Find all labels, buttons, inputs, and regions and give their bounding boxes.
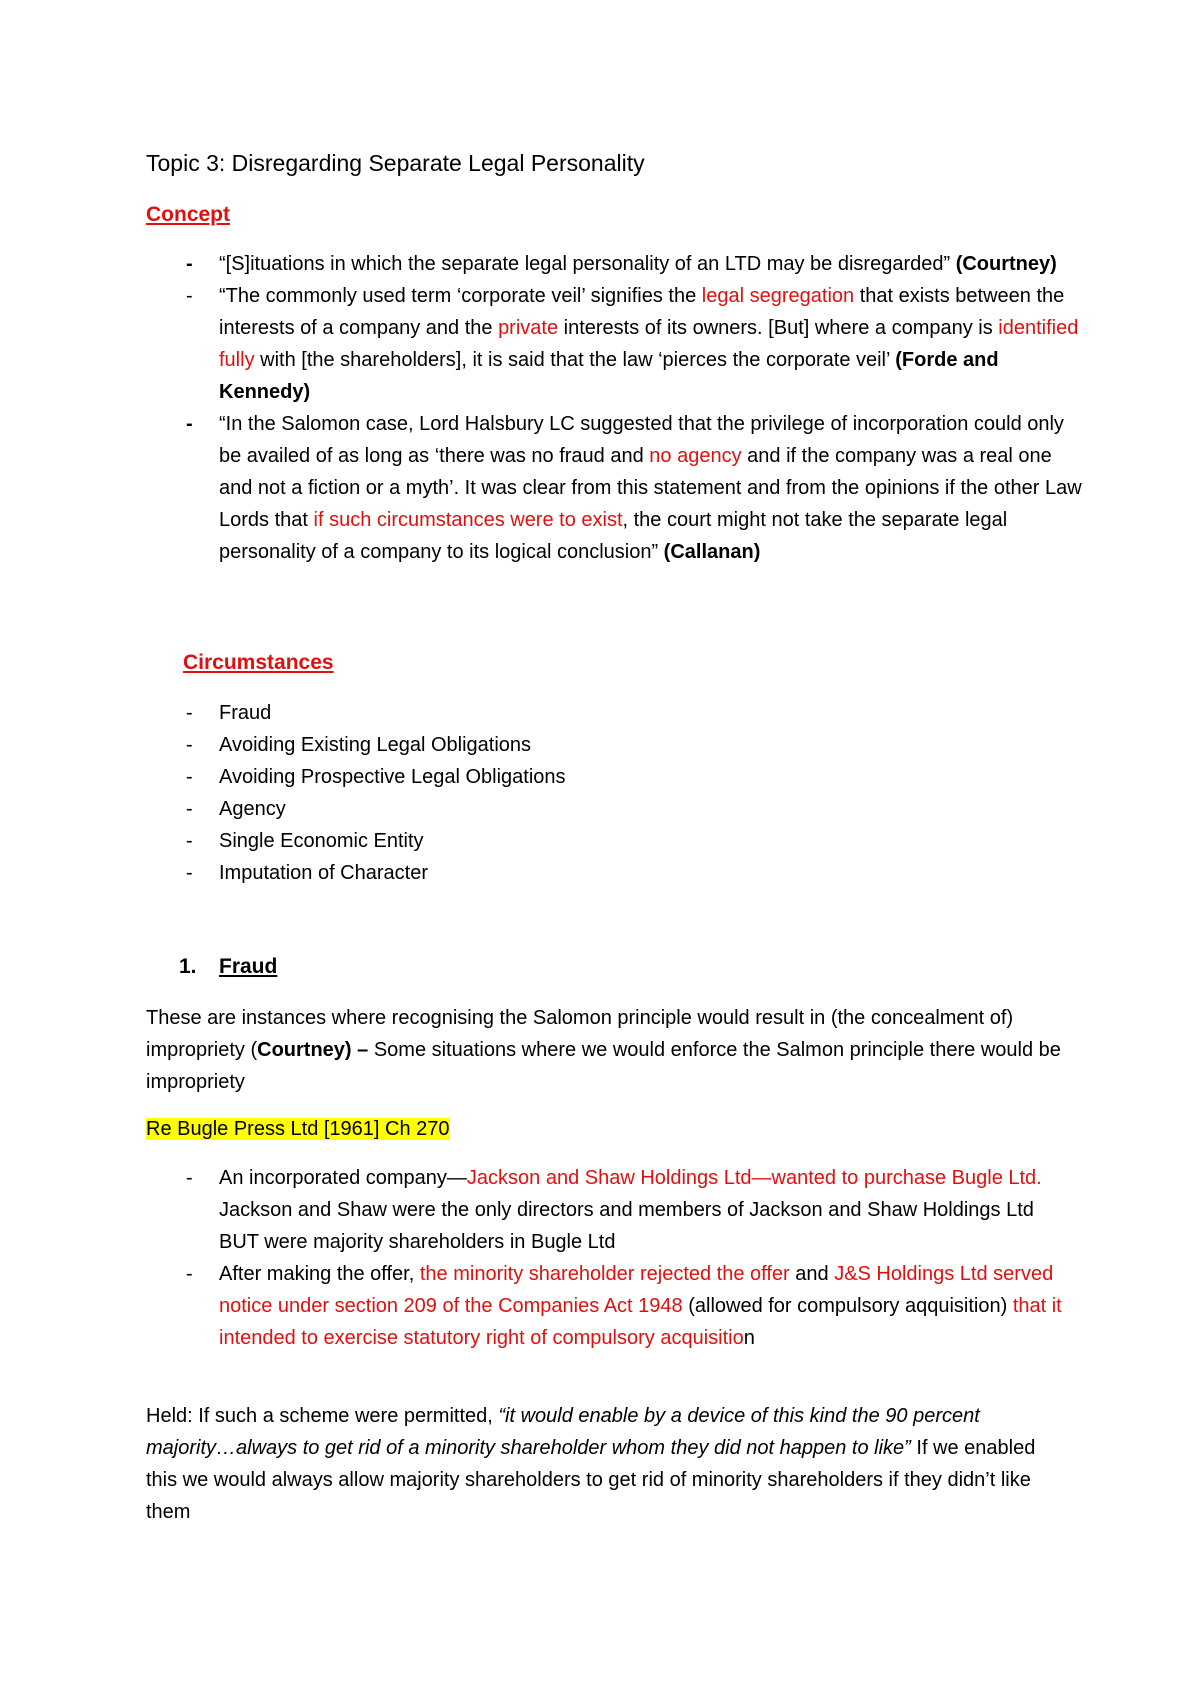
case-name: Re Bugle Press Ltd [1961] Ch 270 xyxy=(146,1118,450,1140)
held-quote: “it would enable by a device of this kind the 90 percent majority…always to get rid of a minority shareholder whom they did not happen to like” xyxy=(146,1405,980,1459)
held-paragraph: Held: If such a scheme were permitted, “it would enable by a device of this kind the 90 percent majority…always to get rid of a minority shareholder whom they did not happen to like” If we enabled this we would always allow majority shareholders to get rid of minority shareholders if they didn’t like them xyxy=(146,1405,1036,1523)
concept-item xyxy=(146,280,1086,408)
list-dash: - xyxy=(186,413,193,435)
quote-text: “The commonly used term ‘corporate veil’ signifies the xyxy=(219,285,702,307)
citation: (Courtney) xyxy=(955,253,1057,275)
circumstances-heading: Circumstances xyxy=(183,651,334,674)
citation: (Callanan) xyxy=(663,541,761,563)
concept-list xyxy=(146,248,1086,568)
citation: (Forde and Kennedy) xyxy=(219,349,999,403)
highlight-text: if such circumstances were to exist xyxy=(313,509,623,531)
quote-text: that exists between the interests of a company and the xyxy=(219,285,1065,339)
list-item: - After making the offer, the minority shareholder rejected the offer and J&S Holdings Ltd served notice under section 209 of the Companies Act 1948 (allowed for compulsory aqquisition) that it intended to exercise statutory right of compulsory acquisition xyxy=(186,1263,1062,1349)
quote-text: “In the Salomon case, Lord Halsbury LC suggested that the privilege of incorporation could only be availed of as long as ‘there was no fraud and xyxy=(219,413,1064,467)
concept-item xyxy=(146,408,1086,568)
highlight-text: identified fully xyxy=(219,317,1079,371)
quote-text: , the court might not take the separate legal personality of a company to its logical conclusion” xyxy=(219,509,1008,563)
quote-text: with [the shareholders], it is said that the law ‘pierces the corporate veil’ xyxy=(254,349,896,371)
list-dash: - xyxy=(186,253,193,275)
section-title: Fraud xyxy=(219,955,278,978)
list-dash: - xyxy=(186,285,193,307)
list-item: - Imputation of Character xyxy=(186,862,428,884)
list-item: - An incorporated company—Jackson and Shaw Holdings Ltd—wanted to purchase Bugle Ltd. Jackson and Shaw were the only directors and members of Jackson and Shaw Holdings Ltd BUT were majority shareholders in Bugle Ltd xyxy=(186,1167,1042,1253)
circumstances-list xyxy=(146,697,846,889)
concept-heading: Concept xyxy=(146,203,230,226)
quote-text: interests of its owners. [But] where a company is xyxy=(558,317,999,339)
case-points-list xyxy=(146,1162,1066,1354)
quote-text: “[S]ituations in which the separate legal personality of an LTD may be disregarded” xyxy=(219,253,951,275)
list-item: - Agency xyxy=(186,798,286,820)
concept-item xyxy=(146,248,1086,280)
list-item: - Fraud xyxy=(186,702,272,724)
highlight-text: private xyxy=(498,317,559,339)
list-item: - Avoiding Existing Legal Obligations xyxy=(186,734,532,756)
fraud-section-heading xyxy=(179,955,277,979)
fraud-intro: These are instances where recognising the Salomon principle would result in (the concealment of) impropriety (Courtney) – Some situations where we would enforce the Salmon principle there would be impropriety xyxy=(146,1007,1061,1093)
list-item: - Single Economic Entity xyxy=(186,830,424,852)
quote-text: and if the company was a real one and not a fiction or a myth’. It was clear from this statement and from the opinions if the other Law Lords that xyxy=(219,445,1082,531)
highlight-text: no agency xyxy=(649,445,742,467)
highlight-text: legal segregation xyxy=(701,285,855,307)
citation: Courtney) – xyxy=(257,1039,369,1061)
list-item: - Avoiding Prospective Legal Obligations xyxy=(186,766,566,788)
section-number: 1. xyxy=(179,955,197,978)
page-title: Topic 3: Disregarding Separate Legal Personality xyxy=(146,150,645,176)
